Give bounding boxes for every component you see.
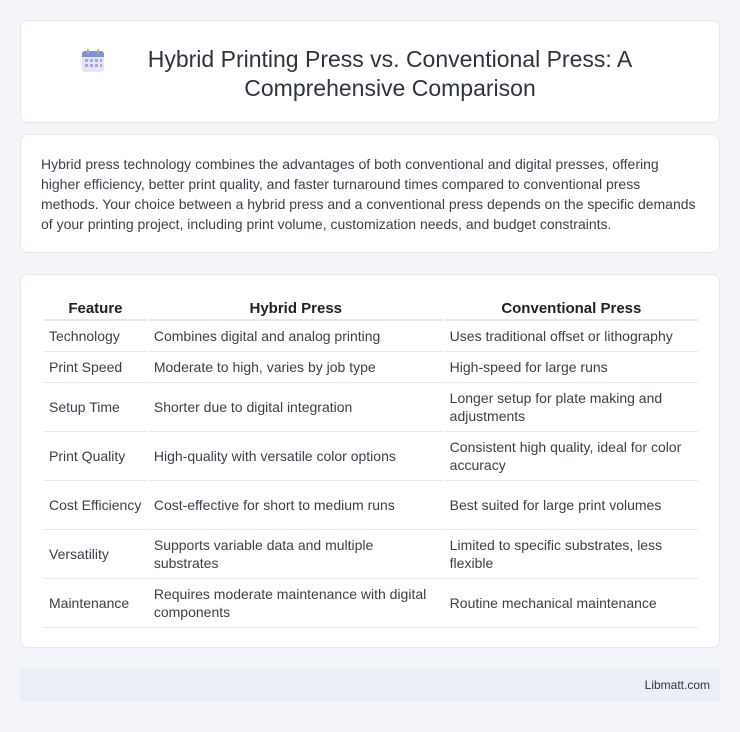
table-row [44, 579, 698, 628]
page-title: Hybrid Printing Press vs. Conventional Press: A Comprehensive Comparison [147, 46, 633, 101]
table-row [44, 383, 698, 432]
conventional-cell: Best suited for large print volumes [445, 481, 698, 530]
header-feature: Feature [44, 295, 147, 321]
feature-cell: Setup Time [44, 383, 147, 432]
table-row [44, 432, 698, 481]
title-card [20, 20, 720, 123]
hybrid-cell: High-quality with versatile color options [149, 432, 443, 481]
conventional-cell: Longer setup for plate making and adjustments [445, 383, 698, 432]
header-conventional-press: Conventional Press [445, 295, 698, 321]
table-row [44, 321, 698, 352]
hybrid-cell: Shorter due to digital integration [149, 383, 443, 432]
footer [20, 668, 720, 702]
table-header-row [44, 295, 698, 321]
header-hybrid-press: Hybrid Press [149, 295, 443, 321]
hybrid-cell: Cost-effective for short to medium runs [149, 481, 443, 530]
conventional-cell: Routine mechanical maintenance [445, 579, 698, 628]
table-row [44, 481, 698, 530]
conventional-cell: High-speed for large runs [445, 352, 698, 383]
conventional-cell: Consistent high quality, ideal for color accuracy [445, 432, 698, 481]
intro-card [20, 134, 720, 253]
hybrid-cell: Moderate to high, varies by job type [149, 352, 443, 383]
hybrid-cell: Combines digital and analog printing [149, 321, 443, 352]
feature-cell: Print Quality [44, 432, 147, 481]
calendar-icon [80, 48, 106, 74]
feature-cell: Versatility [44, 530, 147, 579]
hybrid-cell: Supports variable data and multiple substrates [149, 530, 443, 579]
feature-cell: Maintenance [44, 579, 147, 628]
table-row [44, 352, 698, 383]
hybrid-cell: Requires moderate maintenance with digital components [149, 579, 443, 628]
footer-site-link[interactable]: Libmatt.com [644, 678, 710, 692]
feature-cell: Print Speed [44, 352, 147, 383]
feature-cell: Cost Efficiency [44, 481, 147, 530]
table-row [44, 530, 698, 579]
comparison-card [20, 274, 720, 648]
feature-cell: Technology [44, 321, 147, 352]
conventional-cell: Uses traditional offset or lithography [445, 321, 698, 352]
intro-paragraph: Hybrid press technology combines the advantages of both conventional and digital presses, offering higher efficiency, better print quality, and faster turnaround times compared to conventional press methods. Your choice between a hybrid press and a conventional press depends on the specific demands of your printing project, including print volume, customization needs, and budget constraints. [41, 156, 696, 232]
conventional-cell: Limited to specific substrates, less flexible [445, 530, 698, 579]
title-row [21, 21, 719, 103]
comparison-table [42, 295, 700, 628]
